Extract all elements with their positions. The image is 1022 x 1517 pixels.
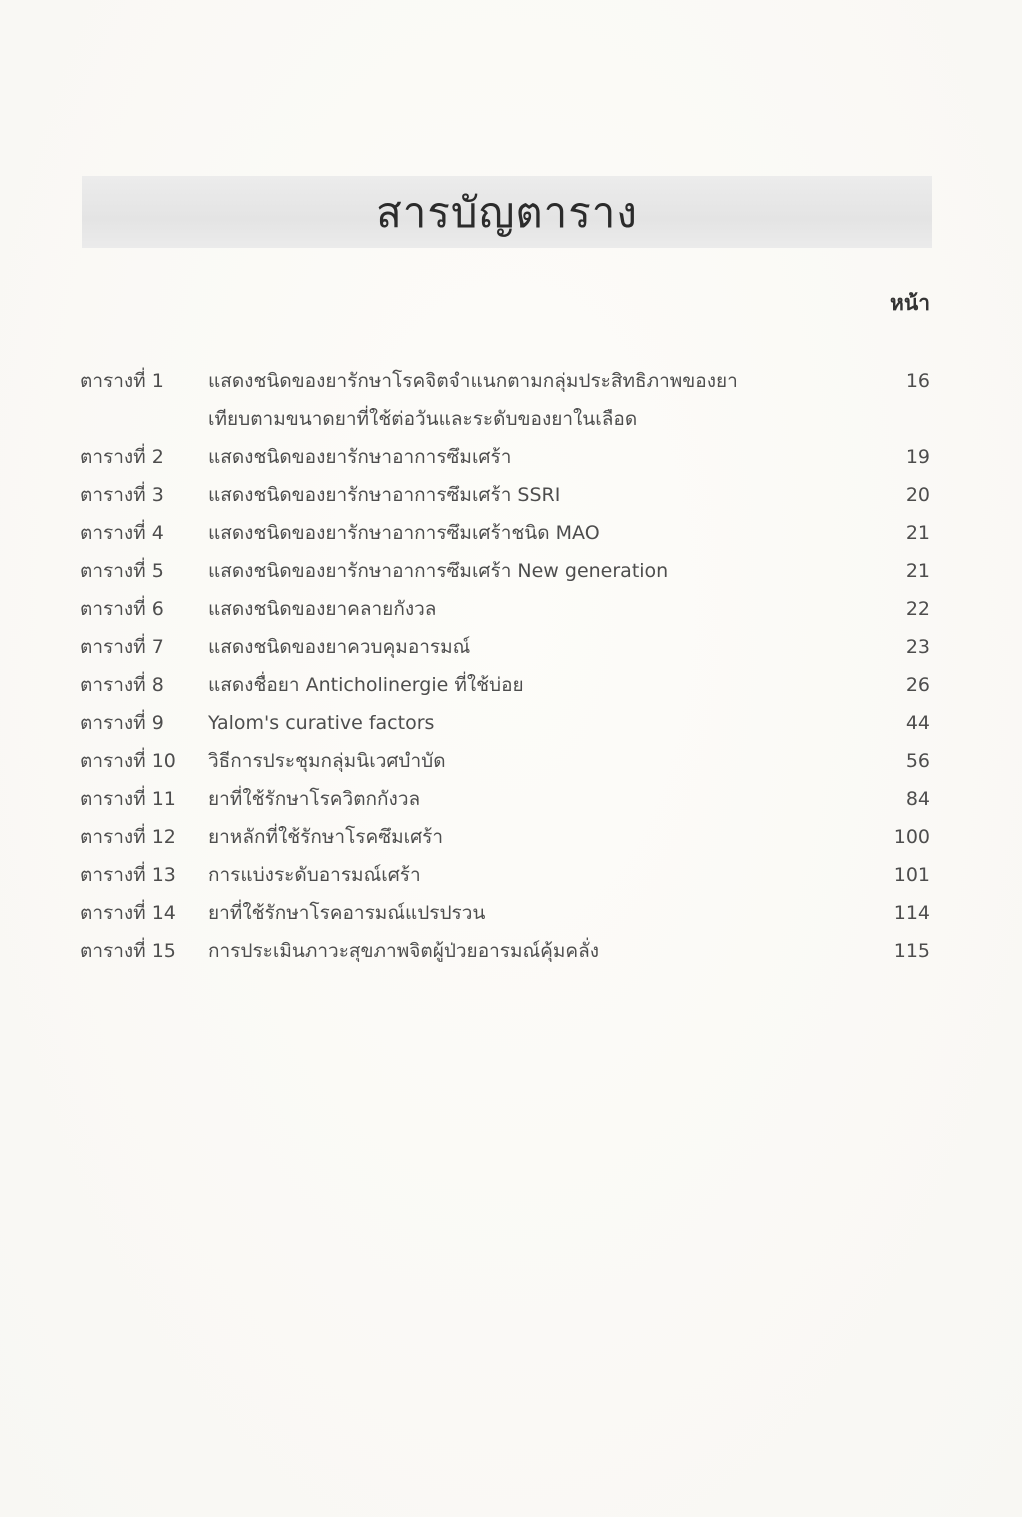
- toc-entry-description-line: แสดงชนิดของยารักษาอาการซึมเศร้า SSRI: [208, 484, 561, 506]
- toc-entry-page-number: 19: [905, 446, 930, 468]
- toc-entry-description: [208, 704, 850, 742]
- toc-entry-label: [80, 666, 208, 704]
- toc-row: [80, 438, 932, 476]
- toc-row: [80, 666, 932, 704]
- toc-entry-page-number: 114: [893, 902, 930, 924]
- toc-entry-number: 4: [151, 522, 164, 544]
- toc-entry-description: [208, 818, 850, 856]
- toc-entry-prefix: ตารางที่: [80, 598, 146, 620]
- toc-entry-number: 14: [151, 902, 176, 924]
- toc-entry-label: [80, 894, 208, 932]
- toc-entry-description-line: การประเมินภาวะสุขภาพจิตผู้ป่วยอารมณ์คุ้มคลั่ง: [208, 940, 599, 962]
- page-column-header: หน้า: [890, 290, 930, 315]
- toc-entry-label: [80, 932, 208, 970]
- toc-entry-prefix: ตารางที่: [80, 712, 146, 734]
- toc-entry-prefix: ตารางที่: [80, 864, 146, 886]
- toc-entry-prefix: ตารางที่: [80, 560, 146, 582]
- toc-entry-number: 11: [151, 788, 176, 810]
- toc-entry-number: 2: [151, 446, 164, 468]
- toc-entry-number: 5: [151, 560, 164, 582]
- toc-entry-description: [208, 362, 850, 438]
- toc-entry-label: [80, 438, 208, 476]
- toc-entry-page-number: 23: [905, 636, 930, 658]
- toc-entry-page-number: 84: [905, 788, 930, 810]
- toc-entry-label: [80, 362, 208, 400]
- toc-row: [80, 742, 932, 780]
- toc-row: [80, 818, 932, 856]
- toc-row: [80, 514, 932, 552]
- toc-entry-number: 10: [151, 750, 176, 772]
- toc-entry-number: 15: [151, 940, 176, 962]
- toc-entry-prefix: ตารางที่: [80, 674, 146, 696]
- toc-entry-label: [80, 818, 208, 856]
- table-of-contents: [80, 362, 932, 970]
- toc-entry-description-line: เทียบตามขนาดยาที่ใช้ต่อวันและระดับของยาในเลือด: [208, 408, 638, 430]
- toc-row: [80, 780, 932, 818]
- toc-entry-description-line: แสดงชนิดของยารักษาอาการซึมเศร้า New generation: [208, 560, 669, 582]
- toc-entry-page-number: 21: [905, 522, 930, 544]
- toc-entry-description-line: การแบ่งระดับอารมณ์เศร้า: [208, 864, 421, 886]
- toc-entry-prefix: ตารางที่: [80, 446, 146, 468]
- toc-entry-description: [208, 780, 850, 818]
- toc-entry-description: [208, 590, 850, 628]
- toc-entry-description: [208, 894, 850, 932]
- toc-row: [80, 590, 932, 628]
- toc-row: [80, 362, 932, 438]
- toc-entry-prefix: ตารางที่: [80, 940, 146, 962]
- toc-entry-prefix: ตารางที่: [80, 636, 146, 658]
- toc-entry-page-number: 21: [905, 560, 930, 582]
- toc-entry-prefix: ตารางที่: [80, 522, 146, 544]
- toc-row: [80, 628, 932, 666]
- toc-entry-number: 1: [151, 370, 164, 392]
- toc-entry-prefix: ตารางที่: [80, 902, 146, 924]
- toc-entry-description-line: ยาที่ใช้รักษาโรคอารมณ์แปรปรวน: [208, 902, 486, 924]
- toc-entry-description: [208, 514, 850, 552]
- toc-entry-number: 13: [151, 864, 176, 886]
- toc-row: [80, 552, 932, 590]
- toc-entry-number: 12: [151, 826, 176, 848]
- title-band: [82, 176, 932, 248]
- toc-entry-number: 7: [151, 636, 164, 658]
- toc-entry-description-line: Yalom's curative factors: [208, 712, 435, 734]
- toc-entry-prefix: ตารางที่: [80, 788, 146, 810]
- toc-entry-description-line: ยาที่ใช้รักษาโรควิตกกังวล: [208, 788, 421, 810]
- toc-entry-page-number: 100: [893, 826, 930, 848]
- toc-entry-prefix: ตารางที่: [80, 484, 146, 506]
- toc-entry-label: [80, 628, 208, 666]
- toc-entry-page-number: 16: [905, 370, 930, 392]
- toc-entry-description-line: แสดงชนิดของยารักษาอาการซึมเศร้าชนิด MAO: [208, 522, 600, 544]
- toc-entry-label: [80, 856, 208, 894]
- toc-entry-page-number: 115: [893, 940, 930, 962]
- toc-entry-description: [208, 742, 850, 780]
- toc-entry-number: 6: [151, 598, 164, 620]
- toc-entry-number: 3: [151, 484, 164, 506]
- toc-entry-description: [208, 476, 850, 514]
- toc-entry-description-line: แสดงชื่อยา Anticholinergie ที่ใช้บ่อย: [208, 674, 524, 696]
- toc-entry-label: [80, 704, 208, 742]
- toc-entry-label: [80, 514, 208, 552]
- toc-entry-description: [208, 856, 850, 894]
- toc-entry-number: 9: [151, 712, 164, 734]
- toc-entry-description: [208, 932, 850, 970]
- toc-entry-prefix: ตารางที่: [80, 370, 146, 392]
- page-title: สารบัญตาราง: [376, 188, 638, 237]
- toc-row: [80, 476, 932, 514]
- toc-entry-page-number: 20: [905, 484, 930, 506]
- toc-entry-page-number: 44: [905, 712, 930, 734]
- toc-entry-description-line: แสดงชนิดของยาควบคุมอารมณ์: [208, 636, 471, 658]
- toc-entry-prefix: ตารางที่: [80, 750, 146, 772]
- toc-entry-page-number: 22: [905, 598, 930, 620]
- toc-entry-description: [208, 628, 850, 666]
- toc-entry-prefix: ตารางที่: [80, 826, 146, 848]
- toc-entry-page-number: 26: [905, 674, 930, 696]
- toc-row: [80, 704, 932, 742]
- toc-entry-label: [80, 476, 208, 514]
- toc-entry-number: 8: [151, 674, 164, 696]
- toc-entry-description-line: แสดงชนิดของยารักษาอาการซึมเศร้า: [208, 446, 512, 468]
- toc-entry-description: [208, 552, 850, 590]
- toc-entry-label: [80, 552, 208, 590]
- toc-entry-page-number: 101: [893, 864, 930, 886]
- toc-entry-label: [80, 780, 208, 818]
- toc-entry-description-line: วิธีการประชุมกลุ่มนิเวศบำบัด: [208, 750, 446, 772]
- toc-entry-page-number: 56: [905, 750, 930, 772]
- toc-entry-description-line: ยาหลักที่ใช้รักษาโรคซึมเศร้า: [208, 826, 444, 848]
- toc-entry-description: [208, 438, 850, 476]
- toc-entry-label: [80, 590, 208, 628]
- toc-row: [80, 856, 932, 894]
- toc-entry-description-line: แสดงชนิดของยาคลายกังวล: [208, 598, 437, 620]
- toc-entry-description-line: แสดงชนิดของยารักษาโรคจิตจำแนกตามกลุ่มประสิทธิภาพของยา: [208, 370, 738, 392]
- toc-row: [80, 932, 932, 970]
- toc-row: [80, 894, 932, 932]
- toc-entry-description: [208, 666, 850, 704]
- toc-entry-label: [80, 742, 208, 780]
